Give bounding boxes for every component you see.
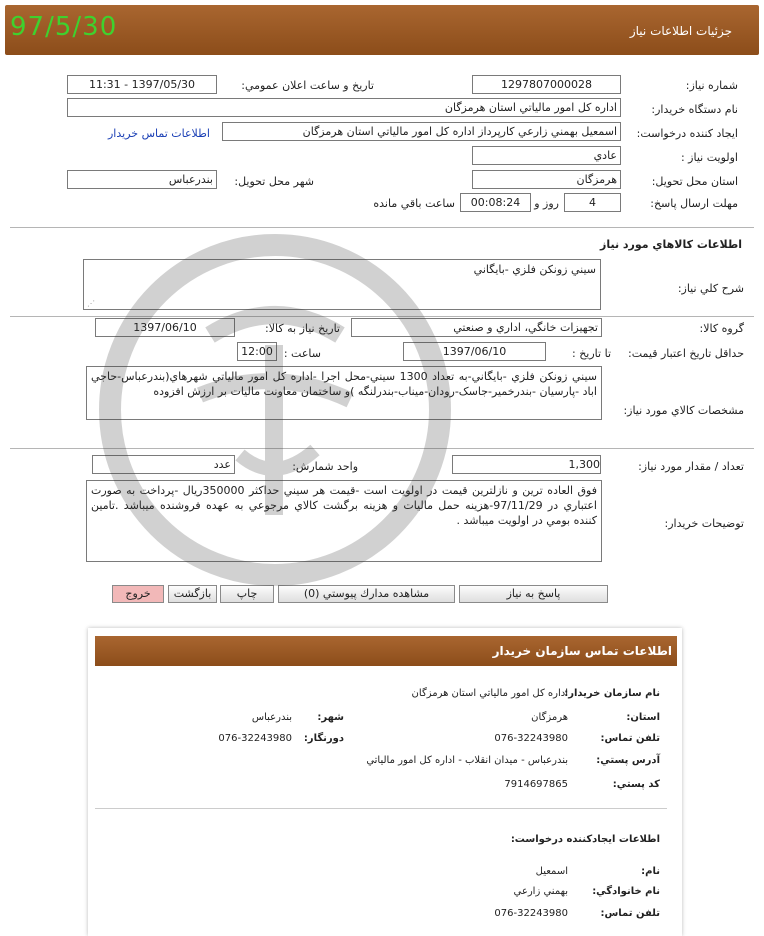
announce-datetime-field: 1397/05/30 - 11:31 <box>67 75 217 94</box>
general-desc-label: شرح كلي نياز: <box>677 282 744 295</box>
date-stamp: 97/5/30 <box>10 12 118 42</box>
divider <box>10 227 754 228</box>
goods-section-title: اطلاعات كالاهاي مورد نياز <box>600 238 742 251</box>
buyer-org-label: نام دستگاه خريدار: <box>651 103 738 116</box>
price-validity-date-field: 1397/06/10 <box>403 342 546 361</box>
need-date-label: تاريخ نياز به كالا: <box>265 322 340 335</box>
contact-province-value: هرمزگان <box>531 712 568 723</box>
deadline-label: مهلت ارسال پاسخ: <box>650 197 738 210</box>
divider <box>10 448 754 449</box>
print-button[interactable]: چاپ <box>220 585 274 603</box>
quantity-label: تعداد / مقدار مورد نياز: <box>638 460 744 473</box>
requester-field: اسمعيل بهمني زارعي كارپرداز اداره كل امور مالياتي استان هرمزگان <box>222 122 621 141</box>
goods-group-label: گروه كالا: <box>699 322 744 335</box>
specs-field: سيني زونكن فلزي -بايگاني-به تعداد 1300 سيني-محل اجرا -اداره كل امور مالياتي شهرهاي(بندرعباس-حاجي اباد -پارسيان -بندرخمير-جاسک-رودان-ميناب-بندرلنگه )و ساختمان معاونت ماليات بر ارزش افزوده <box>86 366 602 420</box>
delivery-province-label: استان محل تحويل: <box>651 175 738 188</box>
contact-fax-value: 076-32243980 <box>218 733 292 744</box>
contact-phone-label: تلفن تماس: <box>600 733 660 744</box>
contact-org-value: اداره كل امور مالياتي استان هرمزگان <box>411 688 568 699</box>
specs-label: مشخصات كالاي مورد نياز: <box>623 404 744 417</box>
priority-label: اولويت نياز : <box>680 151 738 164</box>
delivery-city-label: شهر محل تحويل: <box>234 175 314 188</box>
creator-family-label: نام خانوادگي: <box>592 886 660 897</box>
deadline-time-field: 00:08:24 <box>460 193 531 212</box>
contact-org-label: نام سازمان خريدار: <box>564 688 660 699</box>
requester-label: ايجاد كننده درخواست: <box>636 127 738 140</box>
creator-phone-value: 076-32243980 <box>494 908 568 919</box>
divider <box>95 808 667 809</box>
contact-panel-title: اطلاعات تماس سازمان خريدار <box>492 644 672 658</box>
contact-address-value: بندرعباس - ميدان انقلاب - اداره كل امور مالياتي <box>366 755 568 766</box>
announce-datetime-label: تاريخ و ساعت اعلان عمومي: <box>241 79 374 92</box>
page-title: جزئيات اطلاعات نياز <box>629 24 732 38</box>
creator-family-value: بهمني زارعي <box>513 886 568 897</box>
contact-postal-value: 7914697865 <box>504 779 568 790</box>
deadline-days-field: 4 <box>564 193 621 212</box>
need-number-field: 1297807000028 <box>472 75 621 94</box>
contact-province-label: استان: <box>626 712 660 723</box>
buyer-notes-field: فوق العاده ترين و نازلترين قيمت در اولويت است -قيمت هر سيني حداكثر 350000ريال -پرداخت به صورت اعتباري در 97/11/29-هزينه حمل ماليات و هزينه برگشت كالاي مرجوعي به عهده فروشنده ميباشد .تامين كننده بومي در اولويت ميباشد . <box>86 480 602 562</box>
creator-name-value: اسمعيل <box>535 866 568 877</box>
contact-city-label: شهر: <box>317 712 344 723</box>
price-validity-time-field: 12:00 <box>237 342 277 361</box>
need-number-label: شماره نياز: <box>685 79 738 92</box>
reply-button[interactable]: پاسخ به نياز <box>459 585 608 603</box>
deadline-days-label: روز و <box>534 197 559 210</box>
buyer-org-field: اداره كل امور مالياتي استان هرمزگان <box>67 98 621 117</box>
contact-postal-label: كد پستي: <box>612 779 660 790</box>
goods-group-field: تجهيزات خانگي، اداري و صنعتي <box>351 318 602 337</box>
unit-label: واحد شمارش: <box>292 460 358 473</box>
price-validity-time-label: ساعت : <box>283 347 321 360</box>
price-validity-until-label: تا تاريخ : <box>572 347 611 360</box>
back-button[interactable]: بازگشت <box>168 585 217 603</box>
creator-phone-label: تلفن تماس: <box>600 908 660 919</box>
delivery-city-field: بندرعباس <box>67 170 217 189</box>
contact-fax-label: دورنگار: <box>303 733 344 744</box>
contact-phone-value: 076-32243980 <box>494 733 568 744</box>
exit-button[interactable]: خروج <box>112 585 164 603</box>
delivery-province-field: هرمزگان <box>472 170 621 189</box>
creator-name-label: نام: <box>641 866 660 877</box>
resize-grip-icon: ⋰ <box>87 299 95 308</box>
creator-title: اطلاعات ايجادكننده درخواست: <box>510 834 660 845</box>
deadline-time-label: ساعت باقي مانده <box>373 197 455 210</box>
divider <box>10 316 754 317</box>
quantity-field: 1,300 <box>452 455 601 474</box>
attachments-button[interactable]: مشاهده مدارك پيوستي (0) <box>278 585 455 603</box>
general-desc-field: سيني زونكن فلزي -بايگاني <box>83 259 601 310</box>
buyer-notes-label: توضيحات خريدار: <box>664 517 744 530</box>
need-date-field: 1397/06/10 <box>95 318 235 337</box>
priority-field: عادي <box>472 146 621 165</box>
contact-city-value: بندرعباس <box>251 712 292 723</box>
contact-address-label: آدرس پستي: <box>596 755 660 766</box>
price-validity-label: حداقل تاريخ اعتبار قيمت: <box>628 347 744 360</box>
buyer-contact-link[interactable]: اطلاعات تماس خريدار <box>108 127 210 140</box>
unit-field: عدد <box>92 455 235 474</box>
